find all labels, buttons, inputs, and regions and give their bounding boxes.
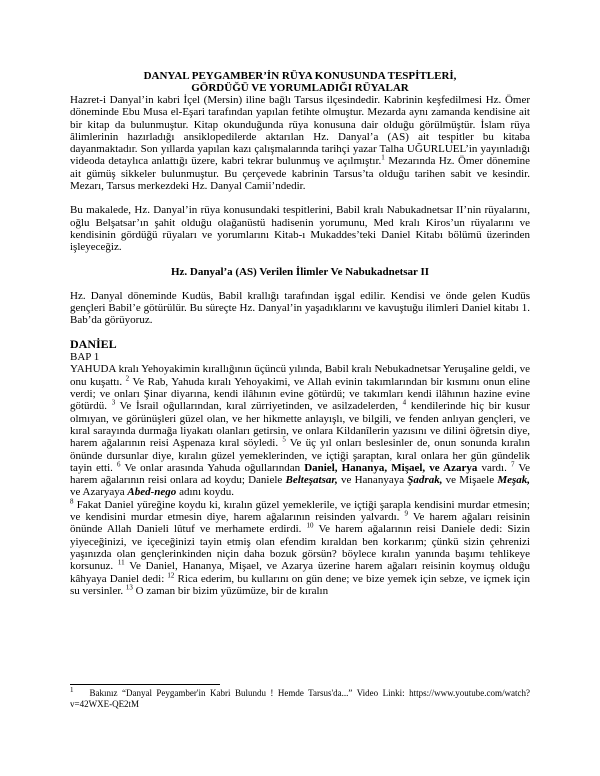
footnote-divider (70, 684, 220, 685)
intro-paragraph-1: Hazret-i Danyal’in kabri İçel (Mersin) iline bağlı Tarsus ilçesindedir. Kabrinin keşfedilmesi Hz. Ömer döneminde Ebu Musa el-Eşari tarafından yapılan fetihte olmuştur. Mezarda aynı zamanda kendisine ait bir kitap da bulunmuştur. Kitap okunduğunda rüya konusuna dair olduğu görülmüştür. İslam rüya âlimlerinin hazırladığı ansiklopedilerde aktarılan Hz. Danyal’a (AS) ait tespitler bu kitaba dayanmaktadır. Son yıllarda yapılan kazı çalışmalarında tarihçi yazar Talha UĞURLUEL’in yayınladığı videoda detaylıca anlattığı üzere, kabri tekrar bulunmuş ve açılmıştır.$^1$ Mezarında Hz. Ömer dönemine ait gümüş sikkeler bulunmuştur. Bu çerçevede kabrinin Tarsus’ta olduğu tarihen sabit ve kesindir. Mezarı, Tarsus merkezdeki Hz. Danyal Camii’ndedir. (70, 94, 531, 193)
daniel-heading: DANİEL (70, 337, 117, 352)
names-highlight: Daniel, Hananya, Mişael, ve Azarya (304, 461, 478, 474)
document-title-line1: DANYAL PEYGAMBER’İN RÜYA KONUSUNDA TESPİTLERİ, (143, 70, 457, 82)
document-title-line2: GÖRDÜĞÜ VE YORUMLADIĞI RÜYALAR (191, 82, 409, 94)
intro-paragraph-2: Bu makalede, Hz. Danyal’in rüya konusundaki tespitlerini, Babil kralı Nabukadnetsar II’nin rüyalarını, oğlu Belşatsar’ın şahit olduğu olağanüstü hadisenin yorumunu, Med kralı Kiros’un rüyalarını ve kendisinin gördüğü rüyaları ve yorumlarını Kitab-ı Mukaddes’teki Daniel Kitabı bölümü üzerinden işleyeceğiz. (70, 204, 530, 254)
document-page (70, 70, 530, 597)
verses-text-2: $^8$ Fakat Daniel yüreğine koydu ki, kıralın güzel yemeklerile, ve içtiği şarapla kendisini murdar etmesin; ve kendisini murdar etmesin diye, harem ağalarının reisinden yalvardı. $^9$ Ve harem ağaları reisinin önünde Allah Danieli lûtuf ve merhamete erdirdi. $^{10}$ Ve harem ağalarının reisi Daniele dedi: Sizin yiyeceğinizi, ve içeceğinizi tayin etmiş olan efendim kıraldan ben korkarım; çünkü sizin çehrenizi yaşınızda olan gençlerinkinden niçin daha bozuk görsün? böylece kıralın yanında başımı tehlikeye korsunuz. $^{11}$ Ve Daniel, Hananya, Mişael, ve Azarya üzerine harem ağaları reisinin koymuş olduğu kâhyaya Daniel dedi: $^{12}$ Rica ederim, bu kullarını on gün dene; ve bize yemek için sebze, ve içmek için su versinler. $^{13}$ O zaman bir bizim yüzümüze, bir de kıralın (70, 497, 531, 597)
bap-heading: BAP 1 (70, 351, 100, 364)
section-paragraph: Hz. Danyal döneminde Kudüs, Babil krallığı tarafından işgal edilir. Kendisi ve önde gelen Kudüs gençleri Babil’e götürülür. Bu süreçte Hz. Danyal’in yaşadıklarını ve kavuştuğu ilimleri Daniel kitabı 1. Bab’da görüyoruz. (70, 289, 530, 327)
footnote: $^1$ Bakınız “Danyal Peygamber'in Kabri Bulundu ! Hemde Tarsus'da...” Video Linki: https://www.youtube.com/watch?v=42WXE-QE2tM (70, 686, 530, 709)
section-heading: Hz. Danyal’a (AS) Verilen İlimler Ve Nabukadnetsar II (170, 265, 430, 278)
footnote-ref[interactable]: 1 (381, 153, 385, 162)
footnote-text[interactable]: Bakınız “Danyal Peygamber'in Kabri Bulundu ! Hemde Tarsus'da...” Video Linki: https://www.youtube.com/watch?v=42WXE-QE2tM (70, 688, 530, 709)
verses-text: YAHUDA kralı Yehoyakimin kırallığının üçüncü yılında, Babil kralı Nebukadnetsar Yeruşaline geldi, ve onu kuşattı. $^2$ Ve Rab, Yahuda kıralı Yehoyakimi, ve Allah evinin takımlarından bir kısmını onun eline verdi; ve onları Şinar diyarına, kendi ilâhının evine götürdü; ve takımları kendi ilâhının hazine evine götürdü. $^3$ Ve İsrail oğullarından, kıral zürriyetinden, ve asilzadelerden, $^4$ kendilerinde hiç bir kusur olmıyan, ve görünüşleri güzel olan, ve her hikmette anlayışlı, ve bilgili, ve fenden anlıyan gençleri, ve kıral sarayında durmağa liyakatı olanları getirsin, ve onlara Kildanîlerin yazısını ve dilini öğretsin diye, harem ağalarının reisi Aşpenaza kıral söyledi. $^5$ Ve üç yıl onları beslesinler de, onun sonunda kıralın önünde dursunlar diye, kıralın güzel yemeklerinden, ve içtiği şaraptan, kıral onlara her gün gündelik tayin etti. $^6$ Ve onlar arasında Yahuda oğullarından Daniel, Hananya, Mişael, ve Azarya vardı. $^7$ Ve harem ağalarının reisi onlara ad koydu; Daniele Belteşatsar, ve Hananyaya Şadrak, ve Mişaele Meşak, ve Azaryaya Abed-nego adını koydu. (70, 363, 531, 499)
